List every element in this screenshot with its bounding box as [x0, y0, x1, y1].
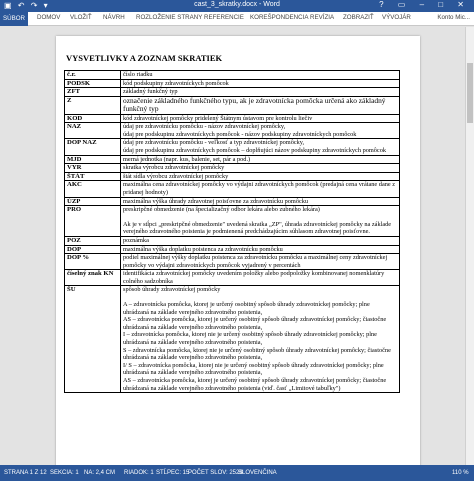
description-line: maximálna výška úhrady zdravotnej poisťovne za zdravotnícku pomôcku: [123, 197, 309, 205]
table-row: [65, 286, 400, 393]
abbreviation-description: [121, 139, 400, 155]
abbreviation-description: [121, 245, 400, 254]
description-line: poznámka: [123, 236, 149, 244]
window-controls[interactable]: ? ▭ – □ ✕: [379, 0, 470, 9]
tab-mailings[interactable]: KOREŠPONDENCIA: [250, 14, 309, 21]
abbreviation-description: [121, 123, 400, 139]
abbreviation-code: KOD: [65, 114, 121, 123]
status-column: STĹPEC: 15: [156, 470, 190, 476]
description-line: I – zdravotnícka pomôcka, ktorej nie je určený osobitný spôsob úhrady zdravotníckej pomôcky; plne uhrádzaná na základe verejného zdravotného poistenia,: [123, 331, 377, 347]
description-line: kód zdravotníckej pomôcky pridelený Štátnym ústavom pre kontrolu liečiv: [123, 114, 313, 122]
abbreviation-code: č.r.: [65, 71, 121, 80]
description-line: základný funkčný typ: [123, 88, 178, 96]
abbreviation-description: [121, 164, 400, 173]
description-line: A – zdravotnícka pomôcka, ktorej je určený osobitný spôsob úhrady zdravotníckej pomôcky; plne uhrádzaná na základe verejného zdravotného poistenia,: [123, 301, 370, 316]
tab-home[interactable]: DOMOV: [37, 14, 61, 21]
description-line: kód podskupiny zdravotníckych pomôcok: [123, 79, 229, 87]
abbreviation-description: [121, 79, 400, 88]
status-page[interactable]: STRANA 1 Z 12: [4, 470, 47, 476]
description-line: údaj pre podskupinu zdravotníckych pomôcok – doplňujúci názov podskupiny zdravotníckych pomôcok: [123, 146, 387, 154]
document-page[interactable]: [56, 36, 420, 465]
abbreviation-code: PODSK: [65, 79, 121, 88]
status-line: RIADOK: 1: [124, 470, 154, 476]
table-row: [65, 254, 400, 270]
table-row: [65, 96, 400, 114]
status-bar: [0, 465, 474, 481]
abbreviation-code: ÚZP: [65, 197, 121, 206]
tab-view[interactable]: ZOBRAZIŤ: [343, 14, 374, 21]
description-line: údaj pre podskupinu zdravotníckych pomôcok - názov podskupiny zdravotníckych pomôcok: [123, 130, 357, 138]
abbreviation-description: [121, 181, 400, 197]
tab-developer[interactable]: VÝVOJÁR: [382, 14, 411, 21]
ribbon-tabs: [0, 12, 474, 26]
status-language[interactable]: SLOVENČINA: [238, 470, 277, 476]
table-row: [65, 270, 400, 286]
document-area[interactable]: [0, 27, 474, 465]
tab-file[interactable]: SÚBOR: [0, 12, 28, 26]
table-row: [65, 206, 400, 237]
table-row: [65, 236, 400, 245]
description-line: štát sídla výrobcu zdravotníckej pomôcky: [123, 172, 229, 180]
description-line: označenie základného funkčného typu, ak je zdravotnícka pomôcka určená ako základný funkčný typ: [123, 95, 386, 114]
abbreviation-code: PRO: [65, 206, 121, 237]
account-name[interactable]: Konto Mic...: [437, 14, 470, 21]
description-line: číslo riadku: [123, 71, 153, 78]
abbreviation-description: [121, 114, 400, 123]
abbreviation-code: DOP %: [65, 254, 121, 270]
description-line: merná jednotka (napr. kus, balenie, set, pár a pod.): [123, 155, 251, 163]
abbreviation-description: [121, 236, 400, 245]
abbreviation-code: DOP: [65, 245, 121, 254]
status-section: SEKCIA: 1: [50, 470, 79, 476]
tab-review[interactable]: REVÍZIA: [310, 14, 335, 21]
table-row: [65, 114, 400, 123]
description-line: preskripčné obmedzenie (na špecializačný odbor lekára alebo zubného lekára): [123, 206, 320, 214]
tab-insert[interactable]: VLOŽIŤ: [70, 14, 92, 21]
window-title: cast_3_skratky.docx - Word: [194, 1, 280, 8]
vertical-scrollbar[interactable]: [465, 27, 474, 465]
abbreviation-code: ŠU: [65, 286, 121, 393]
description-line: údaj pre zdravotnícku pomôcku - názov zdravotníckej pomôcky,: [123, 123, 286, 131]
abbreviation-code: Z: [65, 96, 121, 114]
status-position: NA: 2,4 CM: [84, 470, 116, 476]
description-line: AS – zdravotnícka pomôcka, ktorej je určený osobitný spôsob úhrady zdravotníckej pomôcky; čiastočne uhrádzaná na základe verejného zdravotného poistenia (viď. časť „Limitové tabuľky"): [123, 377, 387, 392]
status-word-count[interactable]: POČET SLOV: 2528: [188, 470, 243, 476]
tab-page-layout[interactable]: ROZLOŽENIE STRANY: [136, 14, 203, 21]
table-row: [65, 79, 400, 88]
abbreviation-description: [121, 96, 400, 114]
table-row: [65, 181, 400, 197]
description-line: podiel maximálnej výšky doplatku poistenca za zdravotnícku pomôcku a maximálnej ceny zdravotníckej pomôcky vo výdajni zdravotníckych pomôcok vyjadrený v percentách: [123, 254, 388, 269]
title-bar: [0, 0, 474, 12]
abbreviation-code: DOP NAZ: [65, 139, 121, 155]
quick-access-toolbar[interactable]: ▣ ↶ ↷ ▾: [4, 1, 50, 10]
table-row: [65, 155, 400, 164]
table-row: [65, 139, 400, 155]
table-row: [65, 71, 400, 80]
abbreviation-description: [121, 286, 400, 393]
tab-design[interactable]: NÁVRH: [103, 14, 125, 21]
description-line: AS – zdravotnícka pomôcka, ktorej je určený osobitný spôsob úhrady zdravotníckej pomôcky; čiastočne uhrádzaná na základe verejného zdravotného poistenia,: [123, 316, 387, 331]
table-row: [65, 197, 400, 206]
description-line: maximálna cena zdravotníckej pomôcky vo výdajni zdravotníckych pomôcok (predajná cena vrátane dane z pridanej hodnoty): [123, 181, 396, 196]
description-line: [123, 214, 397, 221]
abbreviation-code: ZFT: [65, 88, 121, 97]
abbreviation-code: NAZ: [65, 123, 121, 139]
scrollbar-thumb[interactable]: [467, 63, 473, 123]
description-line: skratka výrobcu zdravotníckej pomôcky: [123, 164, 225, 172]
document-heading: VYSVETLIVKY A ZOZNAM SKRATIEK: [66, 53, 223, 63]
description-line: I/ S – zdravotnícka pomôcka, ktorej nie je určený osobitný spôsob úhrady zdravotníckej pomôcky; plne uhrádzaná na základe verejného zdravotného poistenia,: [123, 361, 384, 377]
abbreviation-code: ŠTÁT: [65, 172, 121, 181]
description-line: údaj pre zdravotnícku pomôcku - veľkosť a typ zdravotníckej pomôcky,: [123, 139, 305, 147]
abbreviation-description: [121, 270, 400, 286]
abbreviation-description: [121, 206, 400, 237]
abbreviation-description: [121, 71, 400, 80]
description-line: maximálna výška doplatku poistenca za zdravotnícku pomôcku: [123, 245, 283, 253]
description-line: Ak je v stĺpci „preskripčné obmedzenie" uvedená skratka „ZP", úhrada zdravotníckej pomôcky na základe verejného zdravotného poistenia je podmienená predchádzajúcim súhlasom zdravotnej poisťovne.: [123, 220, 392, 236]
abbreviations-table: [64, 70, 400, 393]
table-row: [65, 172, 400, 181]
description-line: [123, 294, 397, 301]
abbreviation-code: AKC: [65, 181, 121, 197]
description-line: S – zdravotnícka pomôcka, ktorej nie je určený osobitný spôsob úhrady zdravotníckej pomôcky; čiastočne uhrádzaná na základe verejného zdravotného poistenia,: [123, 346, 391, 362]
abbreviation-description: [121, 254, 400, 270]
table-row: [65, 245, 400, 254]
table-row: [65, 123, 400, 139]
status-zoom[interactable]: 110 %: [452, 470, 469, 476]
description-line: spôsob úhrady zdravotníckej pomôcky: [123, 286, 221, 294]
description-line: identifikácia zdravotníckej pomôcky uvedením položky alebo podpoložky kombinovanej nomenklatúry colného sadzobníka: [123, 270, 385, 285]
table-row: [65, 164, 400, 173]
abbreviation-code: POZ: [65, 236, 121, 245]
abbreviation-description: [121, 88, 400, 97]
abbreviation-description: [121, 197, 400, 206]
abbreviation-code: číselný znak KN: [65, 270, 121, 286]
abbreviation-description: [121, 172, 400, 181]
abbreviation-code: MJD: [65, 155, 121, 164]
abbreviation-code: VYR: [65, 164, 121, 173]
tab-references[interactable]: REFERENCIE: [204, 14, 244, 21]
table-row: [65, 88, 400, 97]
abbreviation-description: [121, 155, 400, 164]
